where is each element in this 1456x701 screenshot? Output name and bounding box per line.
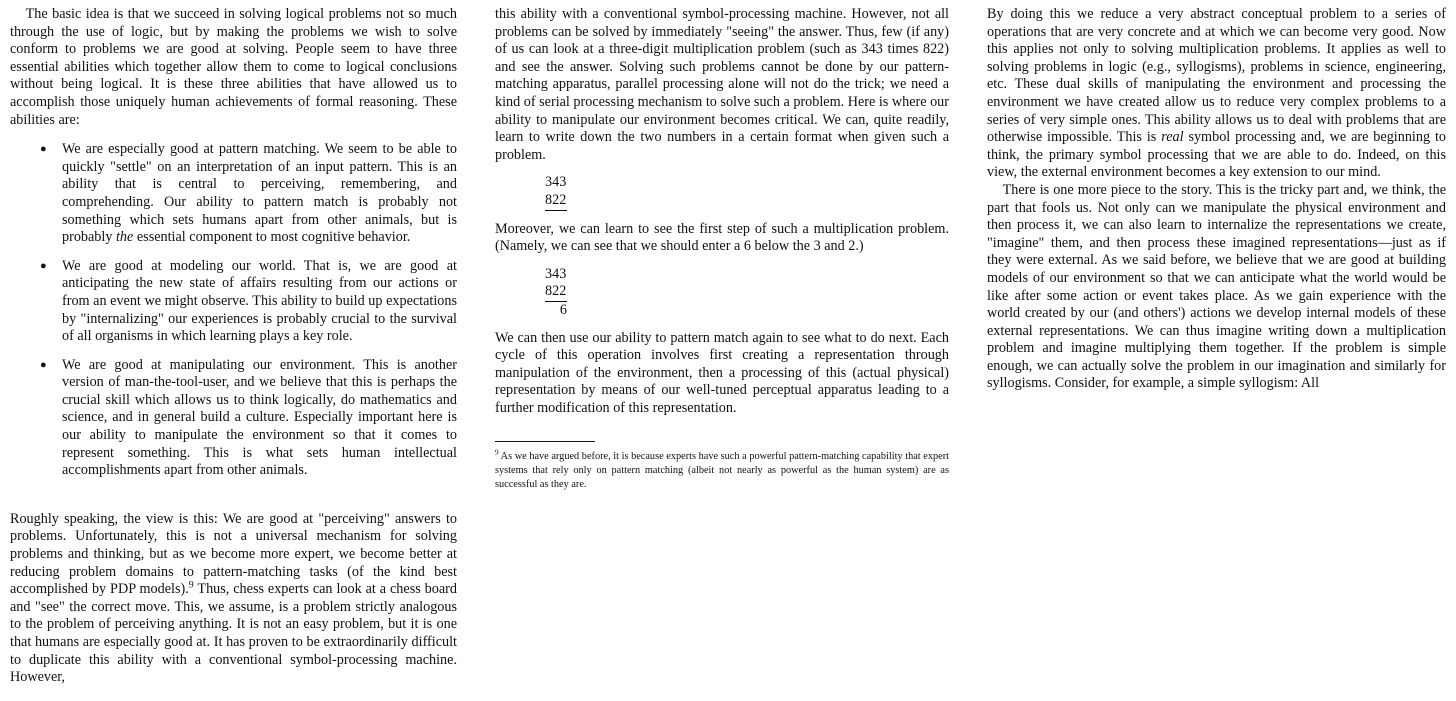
multiplicand: 343 [545,174,567,191]
footnote-number: 9 [495,449,499,458]
list-item-modeling [62,258,457,346]
emphasis-text: the [115,229,134,246]
divider [545,210,567,211]
paragraph-text: Thus, chess experts can look at a chess board and "see" the correct move. This, we assume, is a problem strictly analogous to the problem of perceiving anything. It is not an easy problem, but it is one that humans are especially good at. It has proven to be extraordinarily difficult to duplicate this ability with a conventional symbol-processing machine. However, [10,581,457,686]
list-item-manipulating [62,357,457,480]
multiplication-figure-1 [545,174,575,210]
abilities-list [10,141,457,480]
paragraph: this ability with a conventional symbol-processing machine. However, not all problems can be solved by immediately "seeing" the answer. Thus, few (if any) of us can look at a three-digit multiplication problem (such as 343 times 822) and see the answer. Solving such problems cannot be done by our pattern-matching apparatus, parallel processing alone will not do the trick; we need a kind of serial processing mechanism to solve such a problem. Here is where our ability to manipulate our environment becomes critical. We can, quite readily, learn to write down the two numbers in a certain format when given such a problem. [495,6,949,163]
paragraph: There is one more piece to the story. This is the tricky part and, we think, the part that fools us. Not only can we manipulate the physical environment and then process it, we can also learn to internalize the representations we create, "imagine" them, and then process these imagined representations—just as if they were external. As we said before, we believe that we are good at building models of our environment so that we can anticipate what the world would be like after some action or event takes place. As we gain experience with the world created by our (and others') actions we develop internal models of these external representations. We can thus imagine writing down a multiplication problem and imagine multiplying them together. If the problem is simple enough, we can actually solve the problem in our imagination and similarly for syllogisms. Consider, for example, a simple syllogism: All [987,181,1446,392]
multiplication-figure-2 [545,266,575,320]
paragraph-text: By doing this we reduce a very abstract conceptual problem to a series of operations that are very concrete and at which we can become very good. Now this applies not only to solving multiplication problems. It applies as well to solving problems in logic (e.g., syllogisms), problems in science, engineering, etc. These dual skills of manipulating the environment and processing the environment we have created allow us to reduce very complex problems to a series of very simple ones. This ability allows us to deal with problems that are otherwise impossible. This is [987,6,1446,146]
footnote-divider [495,441,595,442]
paragraph-text: Roughly speaking, the view is this: We are good at "perceiving" answers to problems. Unfortunately, this is not a universal mechanism for solving problems and thinking, but as we become more expert, we become better at reducing problem domains to pattern-matching tasks (of the kind best accomplished by PDP models). [10,510,457,598]
partial-result: 6 [559,301,567,318]
list-item-text: We are good at modeling our world. That is, we are good at anticipating the new state of affairs resulting from our actions or from an event we might observe. This ability to build up expectations by "internalizing" our experiences is probably crucial to the survival of all organisms in which learning plays a key role. [62,257,457,345]
paragraph: Moreover, we can learn to see the first step of such a multiplication problem. (Namely, we can see that we should enter a 6 below the 3 and 2.) [495,220,949,255]
multiplicand: 343 [545,265,567,282]
list-item-pattern-matching [62,141,457,247]
list-item-text: We are good at manipulating our environment. This is another version of man-the-tool-user, and we believe that this is perhaps the crucial skill which allows us to think logically, do mathematics and science, and in general build a culture. Especially important here is our ability to manipulate the environment so that it comes to represent something. This is what sets human intellectual accomplishments apart from other animals. [62,356,457,479]
paragraph: We can then use our ability to pattern match again to see what to do next. Each cycle of this operation involves first creating a representation through manipulation of the environment, then a processing of this (actual physical) representation by means of our well-tuned perceptual apparatus leading to a further modification of this representation. [495,329,949,416]
column-right [987,6,1446,393]
column-middle [495,6,949,491]
list-item-text: essential component to most cognitive behavior. [133,229,411,246]
footnote [495,450,949,491]
list-item-text: We are especially good at pattern matching. We seem to be able to quickly "settle" on an interpretation of an input pattern. This is an ability that is central to perceiving, remembering, and comprehending. Our ability to pattern match is probably not something which sets humans apart from other animals, but is probably [62,141,457,246]
footnote-ref[interactable]: 9 [188,579,194,591]
emphasis-text: real [1161,129,1184,146]
paragraph [987,6,1446,182]
column-left [10,6,457,687]
summary-paragraph [10,511,457,687]
paragraph-text: symbol processing and, we are beginning to think, the primary symbol processing that we are able to do. Indeed, on this view, the external environment becomes a key extension to our mind. [987,129,1446,181]
multiplier: 822 [545,191,567,208]
multiplier: 822 [545,283,567,300]
intro-paragraph: The basic idea is that we succeed in solving logical problems not so much through the use of logic, but by making the problems we wish to solve conform to problems we are good at solving. People seem to have three essential abilities which together allow them to come to logical conclusions without being logical. It is these three abilities that have allowed us to accomplish those uniquely human achievements of formal reasoning. These abilities are: [10,6,457,128]
footnote-text: As we have argued before, it is because experts have such a powerful pattern-matching capability that expert systems that rely only on pattern matching (albeit not nearly as powerful as the human system) are as successful as they are. [495,451,949,490]
